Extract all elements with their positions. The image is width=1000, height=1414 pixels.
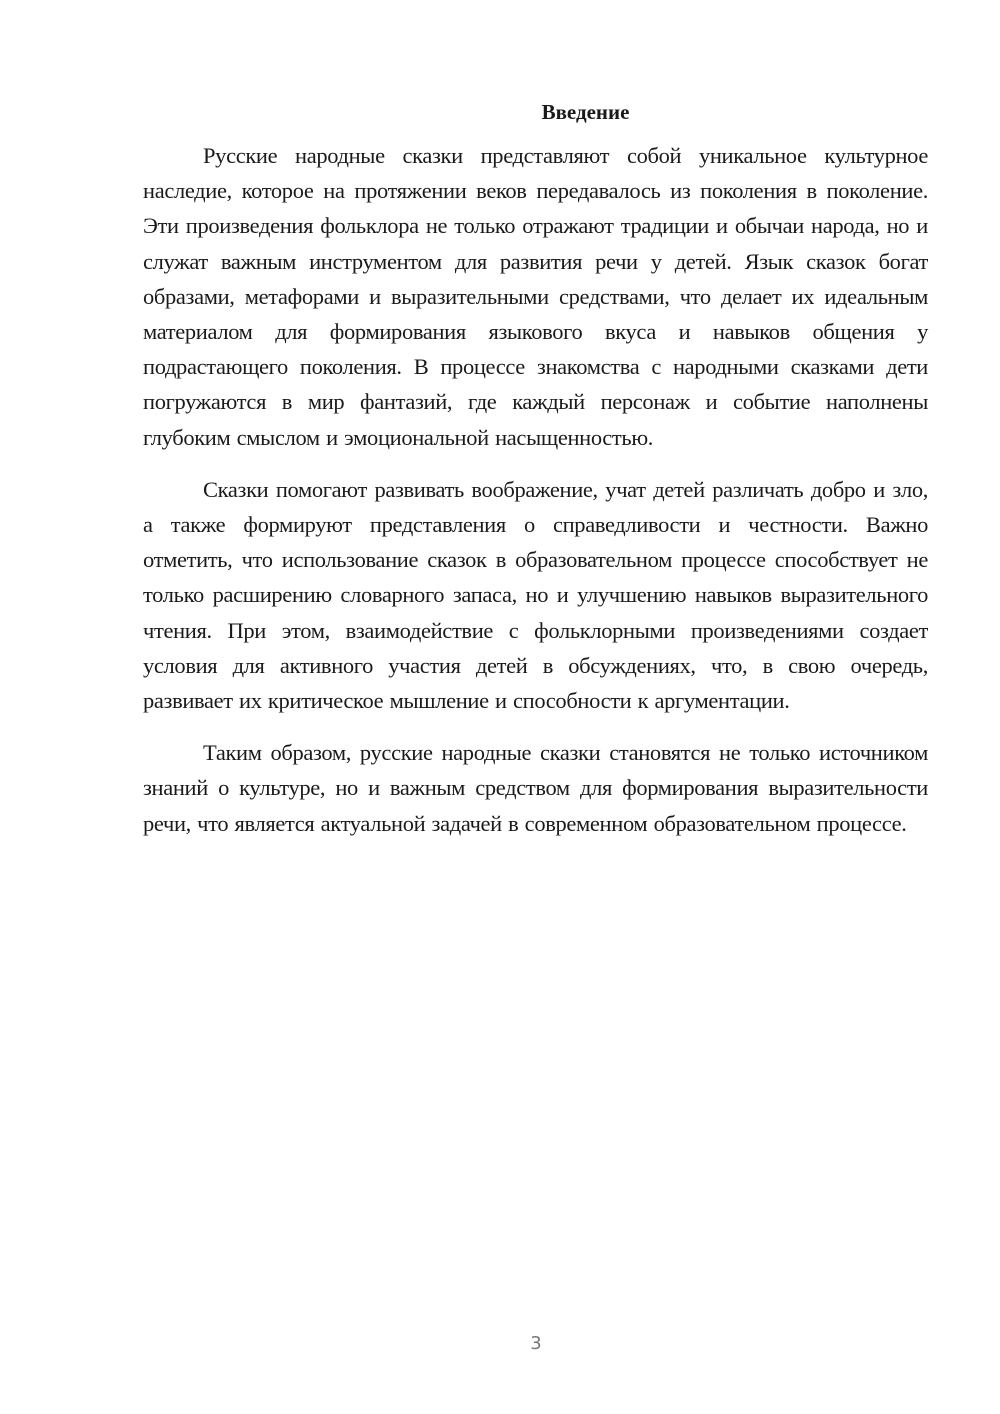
paragraph-2: Сказки помогают развивать воображение, учат детей различать добро и зло, а также формируют представления о справедливости и честности. Важно отметить, что использование сказок в образовательном процессе способствует не только расширению словарного запаса, но и улучшению навыков выразительного чтения. При этом, взаимодействие с фольклорными произведениями создает условия для активного участия детей в обсуждениях, что, в свою очередь, развивает их критическое мышление и способности к аргументации. xyxy=(143,476,928,714)
section-title: Введение xyxy=(541,100,630,124)
document-page xyxy=(143,96,928,858)
paragraph-3: Таким образом, русские народные сказки становятся не только источником знаний о культуре, но и важным средством для формирования выразительности речи, что является актуальной задачей в современном образовательном процессе. xyxy=(143,740,928,836)
page-number: 3 xyxy=(530,1333,542,1354)
paragraph-1: Русские народные сказки представляют собой уникальное культурное наследие, которое на протяжении веков передавалось из поколения в поколение. Эти произведения фольклора не только отражают традиции и обычаи народа, но и служат важным инструментом для развития речи у детей. Язык сказок богат образами, метафорами и выразительными средствами, что делает их идеальным материалом для формирования языкового вкуса и навыков общения у подрастающего поколения. В процессе знакомства с народными сказками дети погружаются в мир фантазий, где каждый персонаж и событие наполнены глубоким смыслом и эмоциональной насыщенностью. xyxy=(143,143,928,450)
